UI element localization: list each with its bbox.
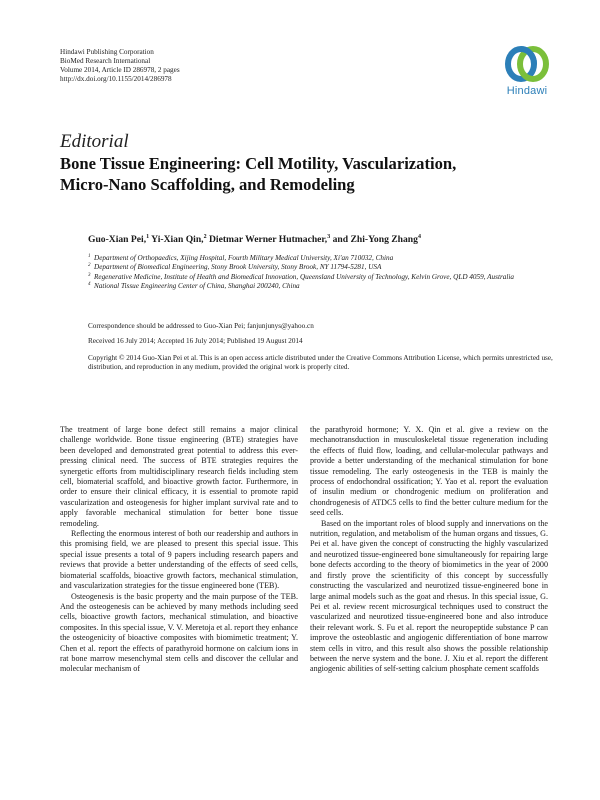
author-name: Guo-Xian Pei, (88, 234, 147, 246)
doi-link[interactable]: http://dx.doi.org/10.1155/2014/286978 (60, 75, 172, 83)
affiliation-item: 3 Regenerative Medicine, Institute of Health and Biomedical Innovation, Queensland University of Technology, Kelvin Grove, QLD 4059, Australia (88, 272, 514, 281)
affiliation-item: 4 National Tissue Engineering Center of China, Shanghai 200240, China (88, 281, 300, 290)
author-list (88, 234, 421, 245)
author-name: and Zhi-Yong Zhang (332, 234, 418, 246)
correspondence-note: Correspondence should be addressed to Guo-Xian Pei; fanjunjunys@yahoo.cn (88, 322, 314, 330)
affiliation-item: 2 Department of Biomedical Engineering, Stony Brook University, Stony Brook, NY 11794-5281, USA (88, 263, 382, 272)
body-paragraph: Osteogenesis is the basic property and the main purpose of the TEB. And the osteogenesis can be achieved by many methods including seed cells, bioactive growth factors, mechanical stimulation, and bioactive composites. In this special issue, V. V. Meretoja et al. report they enhance the osteogenicity of bioactive composites with biomimetic treatment; Y. Chen et al. report the effects of parathyroid hormone on calcium ions in rat bone marrow mesenchymal stem cells and discover the cellular and molecular mechanism of (60, 591, 298, 674)
body-column-right (310, 425, 548, 675)
body-paragraph: the parathyroid hormone; Y. X. Qin et al. give a review on the mechanotransduction in musculoskeletal tissue regeneration including the effects of fluid flow, loading, and cellular-molecular pathways and provide a better understanding of the mechanical stimulation for bone tissue remodeling. The early osteogenesis in the TEB is mainly the process of endochondral ossification; Y. Yao et al. report the evaluation of insulin medium or chondrogenic medium on proliferation and chondrogenesis of ATDC5 cells to find the better culture medium for the seed cells. (310, 425, 548, 518)
body-paragraph: Based on the important roles of blood supply and innervations on the nutrition, regulation, and metabolism of the human organs and tissues, G. Pei et al. have given the concept of constructing the highly vascularized and neurotized tissue-engineered bone simultaneously for repairing large bone defects according to the theory of biomimetics in the year of 2000 and firstly prove the scientificity of this concept by successfully constructing the vascularized and neurotized tissue-engineered bone in large animal models such as the goat and rhesus. In this special issue, G. Pei et al. review recent microsurgical techniques used to construct the vascularized and neurotized tissue-engineered bone and also introduce their relevant work. S. Fu et al. report the neuropeptide substance P can improve the osteoblastic and angiogenic differentiation of bone marrow stem cells in vitro, and this result also shows the possible relationship between the nerve system and the bone. J. Xiu et al. report the different angiogenic abilities of self-setting calcium phosphate cement scaffolds (310, 518, 548, 674)
hindawi-wordmark: Hindawi (506, 85, 548, 97)
affiliation-list (88, 254, 548, 291)
title-line-1: Bone Tissue Engineering: Cell Motility, Vascularization, (60, 154, 457, 173)
author-name: Dietmar Werner Hutmacher, (208, 234, 328, 246)
author-affil-number: 2 (203, 234, 207, 240)
hindawi-logo (496, 42, 558, 106)
author-affil-number: 4 (417, 234, 421, 240)
page-title (60, 153, 540, 195)
journal-header (60, 48, 180, 84)
title-line-2: Micro-Nano Scaffolding, and Remodeling (60, 175, 355, 194)
hindawi-rings-icon (504, 42, 550, 86)
author-affil-number: 3 (327, 234, 331, 240)
volume-line: Volume 2014, Article ID 286978, 2 pages (60, 66, 180, 74)
copyright-notice: Copyright © 2014 Guo-Xian Pei et al. This is an open access article distributed under the Creative Commons Attribution License, which permits unrestricted use, distribution, and reproduction in any medium, provided the original work is properly cited. (88, 354, 553, 372)
journal-line: BioMed Research International (60, 57, 151, 65)
article-type: Editorial (60, 131, 129, 152)
publisher-line: Hindawi Publishing Corporation (60, 48, 154, 56)
author-name: Yi-Xian Qin, (151, 234, 204, 246)
affiliation-item: 1 Department of Orthopaedics, Xijing Hospital, Fourth Military Medical University, Xi'an 710032, China (88, 254, 394, 262)
publication-dates: Received 16 July 2014; Accepted 16 July 2014; Published 19 August 2014 (88, 337, 303, 345)
author-affil-number: 1 (146, 234, 150, 240)
body-paragraph: Reflecting the enormous interest of both our readership and authors in this promising field, we are pleased to present this special issue. This special issue presents a total of 9 papers including research papers and reviews that provide a better understanding of the effects of seed cells, biomaterial scaffolds, bioactive growth factors, mechanical stimulation, and vascularization strategies for the tissue engineered bone (TEB). (60, 529, 299, 591)
body-paragraph: The treatment of large bone defect still remains a major clinical challenge worldwide. Bone tissue engineering (BTE) strategies have been developed and demonstrated great potential to address this ever-pressing clinical need. The success of BTE strategies requires the synergetic efforts from multidisciplinary research fields including stem cell, biomaterial scaffold, and bioactive growth factor. Furthermore, in order to ensure their clinical efficacy, it is essential to promote rapid vascularization and osteogenesis for higher implant survival rate and to apply favorable mechanical stimulation for better bone tissue remodeling. (60, 425, 298, 528)
body-column-left (60, 425, 298, 675)
